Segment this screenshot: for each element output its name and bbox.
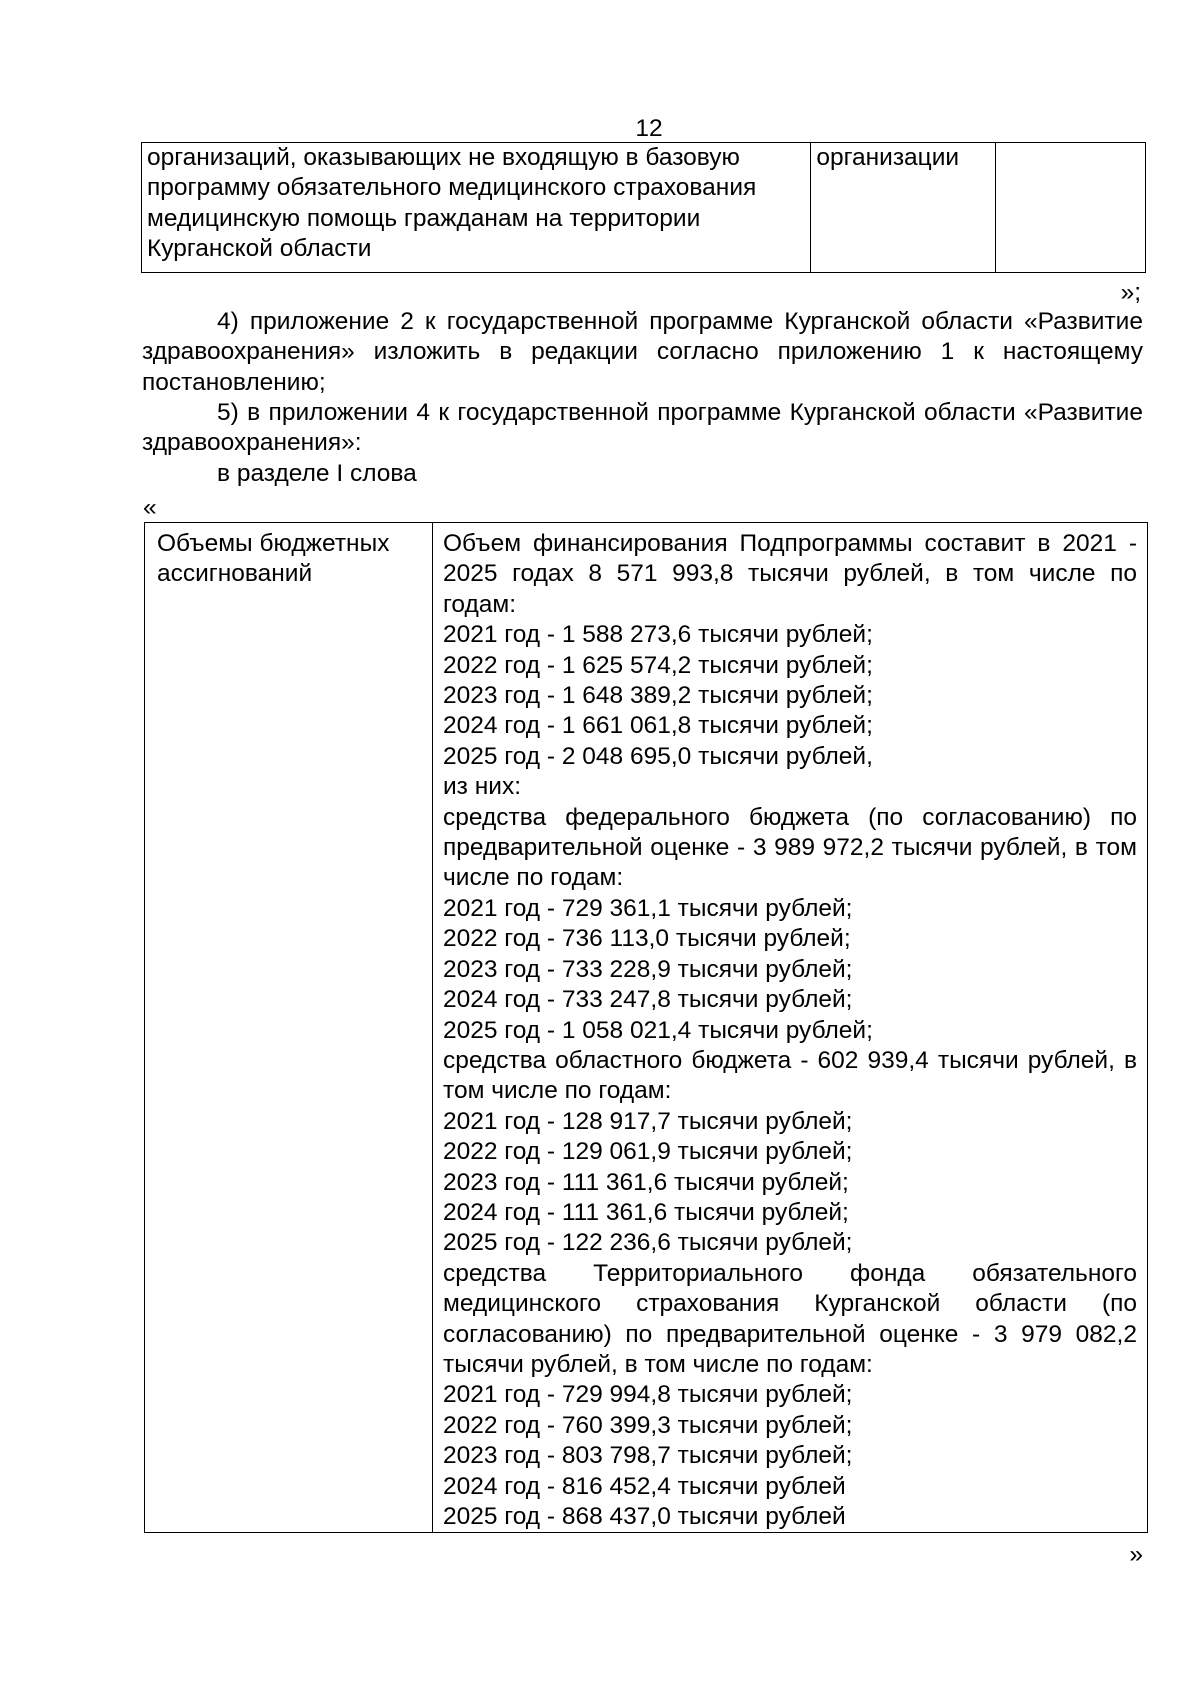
of-which-label: из них: <box>443 773 521 801</box>
paragraph-item-4 <box>142 307 1143 398</box>
regional-budget-intro: средства областного бюджета - 602 939,4 тысячи рублей, в том числе по годам: <box>443 1046 1137 1105</box>
year-amount-line: 2022 год - 760 399,3 тысячи рублей; <box>443 1411 853 1439</box>
table-cell-description: организаций, оказывающих не входящую в базовую программу обязательного медицинского страхования медицинскую помощь гражданам на территории Курганской области <box>142 143 811 273</box>
paragraph-item-4-text: 4) приложение 2 к государственной программе Курганской области «Развитие здравоохранения» изложить в редакции согласно приложению 1 к настоящему постановлению; <box>142 308 1143 396</box>
closing-quote-end: » <box>1129 1541 1143 1568</box>
year-amount-line: 2021 год - 1 588 273,6 тысячи рублей; <box>443 621 873 649</box>
year-amount-line: 2021 год - 729 994,8 тысячи рублей; <box>443 1381 853 1409</box>
paragraph-item-5 <box>142 398 1143 459</box>
budget-table <box>144 522 1148 1533</box>
budget-details-cell <box>433 523 1148 1533</box>
table-row <box>145 523 1148 1533</box>
year-amount-line: 2023 год - 1 648 389,2 тысячи рублей; <box>443 682 873 710</box>
year-amount-line: 2025 год - 1 058 021,4 тысячи рублей; <box>443 1016 873 1044</box>
table-row <box>142 143 1146 273</box>
year-amount-line: 2023 год - 733 228,9 тысячи рублей; <box>443 955 853 983</box>
opening-quote: « <box>143 494 157 521</box>
regional-years-list <box>443 1107 1137 1259</box>
federal-years-list <box>443 894 1137 1046</box>
year-amount-line: 2023 год - 803 798,7 тысячи рублей; <box>443 1442 853 1470</box>
year-amount-line: 2021 год - 729 361,1 тысячи рублей; <box>443 894 853 922</box>
year-amount-line: 2025 год - 2 048 695,0 тысячи рублей, <box>443 742 873 770</box>
paragraph-section-words: в разделе I слова <box>217 460 417 487</box>
budget-label-cell: Объемы бюджетных ассигнований <box>145 523 433 1533</box>
year-amount-line: 2022 год - 736 113,0 тысячи рублей; <box>443 925 851 953</box>
year-amount-line: 2024 год - 1 661 061,8 тысячи рублей; <box>443 712 873 740</box>
tfoms-years-list <box>443 1380 1137 1532</box>
year-amount-line: 2021 год - 128 917,7 тысячи рублей; <box>443 1107 853 1135</box>
closing-quote: »; <box>1120 279 1141 306</box>
budget-intro: Объем финансирования Подпрограммы составит в 2021 - 2025 годах 8 571 993,8 тысячи рублей, в том числе по годам: <box>443 530 1137 618</box>
total-years-list <box>443 620 1137 772</box>
continued-table <box>141 142 1146 273</box>
year-amount-line: 2022 год - 129 061,9 тысячи рублей; <box>443 1138 853 1166</box>
page-number: 12 <box>635 115 663 142</box>
table-cell-empty <box>996 143 1146 273</box>
year-amount-line: 2024 год - 111 361,6 тысячи рублей; <box>443 1198 849 1226</box>
federal-budget-intro: средства федерального бюджета (по согласованию) по предварительной оценке - 3 989 972,2 тысячи рублей, в том числе по годам: <box>443 803 1137 892</box>
year-amount-line: 2024 год - 733 247,8 тысячи рублей; <box>443 986 853 1014</box>
paragraph-item-5-text: 5) в приложении 4 к государственной программе Курганской области «Развитие здравоохранения»: <box>142 399 1143 457</box>
year-amount-line: 2024 год - 816 452,4 тысячи рублей <box>443 1472 846 1500</box>
table-cell-recipient: организации <box>811 143 996 273</box>
year-amount-line: 2022 год - 1 625 574,2 тысячи рублей; <box>443 651 873 679</box>
year-amount-line: 2025 год - 122 236,6 тысячи рублей; <box>443 1229 853 1257</box>
tfoms-budget-intro: средства Территориального фонда обязательного медицинского страхования Курганской области (по согласованию) по предварительной оценке - 3 979 082,2 тысячи рублей, в том числе по годам: <box>443 1259 1137 1378</box>
year-amount-line: 2023 год - 111 361,6 тысячи рублей; <box>443 1168 849 1196</box>
year-amount-line: 2025 год - 868 437,0 тысячи рублей <box>443 1503 846 1530</box>
